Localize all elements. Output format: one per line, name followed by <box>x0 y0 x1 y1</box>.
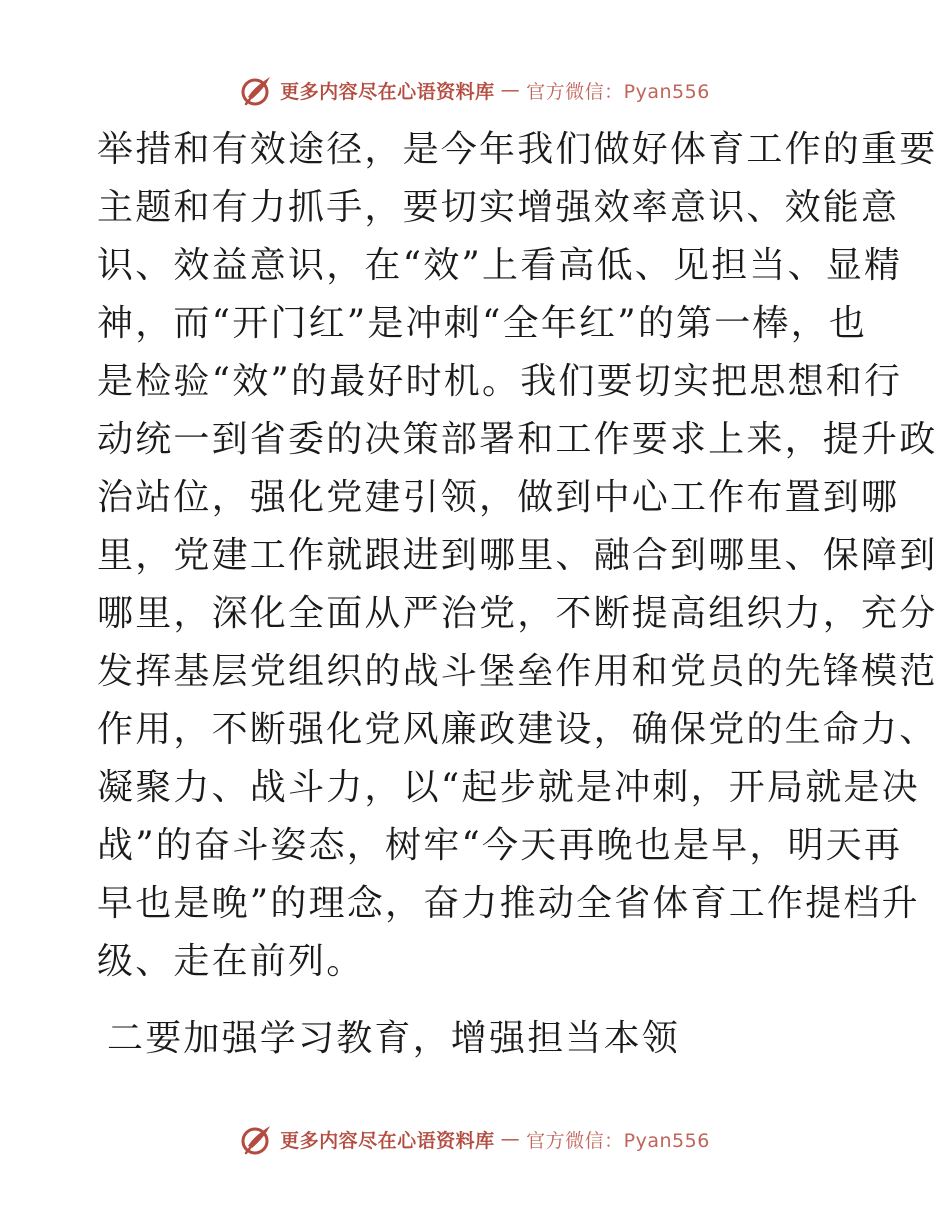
body-line: 发挥基层党组织的战斗堡垒作用和党员的先锋模范 <box>97 651 938 692</box>
quill-logo-icon <box>240 73 274 107</box>
body-line: 神，而“开门红”是冲刺“全年红”的第一棒，也 <box>97 303 868 344</box>
body-line: 举措和有效途径，是今年我们做好体育工作的重要 <box>97 129 938 170</box>
section-heading: 二要加强学习教育，增强担当本领 <box>107 1018 681 1059</box>
body-line: 是检验“效”的最好时机。我们要切实把思想和行 <box>97 361 903 402</box>
footer-watermark <box>0 1121 950 1157</box>
watermark-dash: — <box>500 79 521 101</box>
body-line: 主题和有力抓手，要切实增强效率意识、效能意 <box>97 187 900 228</box>
body-line: 动统一到省委的决策部署和工作要求上来，提升政 <box>97 419 938 460</box>
body-line: 里，党建工作就跟进到哪里、融合到哪里、保障到 <box>97 535 938 576</box>
body-line: 凝聚力、战斗力，以“起步就是冲刺，开局就是决 <box>97 767 920 808</box>
watermark-site-text: 更多内容尽在心语资料库 <box>280 1129 495 1152</box>
watermark-dash: — <box>500 1128 521 1150</box>
body-line: 战”的奋斗姿态，树牢“今天再晚也是早，明天再 <box>97 825 903 866</box>
body-line: 作用，不断强化党风廉政建设，确保党的生命力、 <box>97 709 938 750</box>
quill-logo-icon <box>240 1122 274 1156</box>
document-body <box>97 121 938 991</box>
header-watermark <box>0 72 950 108</box>
watermark-wechat-text: 官方微信：Pyan556 <box>526 80 710 103</box>
body-line: 级、走在前列。 <box>97 941 365 982</box>
body-line: 识、效益意识，在“效”上看高低、见担当、显精 <box>97 245 903 286</box>
watermark-site-text: 更多内容尽在心语资料库 <box>280 80 495 103</box>
body-line: 治站位，强化党建引领，做到中心工作布置到哪 <box>97 477 900 518</box>
body-line: 早也是晚”的理念，奋力推动全省体育工作提档升 <box>97 883 920 924</box>
body-line: 哪里，深化全面从严治党，不断提高组织力，充分 <box>97 593 938 634</box>
watermark-wechat-text: 官方微信：Pyan556 <box>526 1129 710 1152</box>
